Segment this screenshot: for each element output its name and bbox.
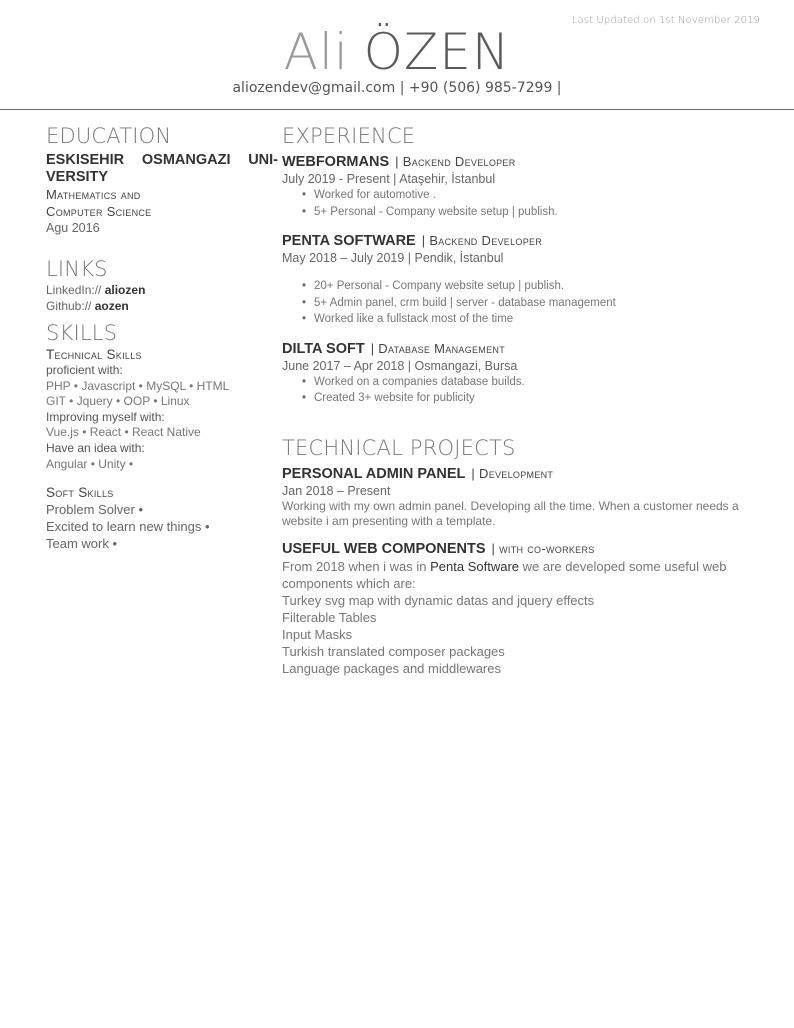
- job-company: PENTA SOFTWARE: [282, 233, 416, 249]
- job-bullet: • Worked on a companies database builds.: [302, 374, 752, 391]
- school-line-1: [46, 152, 278, 169]
- link-label: LinkedIn://: [46, 283, 102, 297]
- job-role: | Backend Developer: [421, 233, 543, 248]
- skill-label: Improving myself with:: [46, 409, 165, 424]
- contact-line[interactable]: aliozendev@gmail.com | +90 (506) 985-7299 |: [232, 80, 562, 96]
- last-name: ÖZEN: [363, 23, 511, 81]
- job-meta: May 2018 – July 2019 | Pendik, İstanbul: [282, 251, 504, 265]
- right-column: [282, 123, 752, 677]
- job-bullets: [302, 278, 752, 328]
- project-name: PERSONAL ADMIN PANEL: [282, 465, 466, 482]
- school-name: [46, 152, 278, 186]
- project-entry: [282, 465, 752, 530]
- job-entry: [282, 232, 752, 328]
- job-meta: June 2017 – Apr 2018 | Osmangazi, Bursa: [282, 358, 518, 373]
- link-linkedin[interactable]: [46, 282, 278, 298]
- degree-line-2: Computer Science: [46, 204, 152, 219]
- job-header: [282, 153, 752, 171]
- skills-section: [46, 320, 278, 552]
- project-tag: | Development: [471, 465, 554, 481]
- last-updated-text: Last Updated on 1st November 2019: [571, 15, 760, 26]
- job-meta: July 2019 - Present | Ataşehir, İstanbul: [282, 172, 496, 186]
- job-bullet: • Worked like a fullstack most of the time: [302, 311, 752, 328]
- job-role: | Backend Developer: [395, 154, 516, 169]
- soft-skill-item: Team work •: [46, 536, 118, 552]
- project-entry: [282, 540, 752, 677]
- skill-list: GIT • Jquery • OOP • Linux: [46, 394, 190, 409]
- spacer: [282, 266, 752, 278]
- job-entry: [282, 153, 752, 220]
- component-item: Language packages and middlewares: [282, 660, 501, 676]
- education-section: [46, 123, 278, 236]
- intro-text: From 2018 when i was in: [282, 558, 431, 574]
- job-company: DILTA SOFT: [282, 340, 365, 357]
- job-role: | Database Management: [370, 340, 506, 356]
- projects-heading: TECHNICAL PROJECTS: [282, 435, 516, 460]
- job-header: [282, 232, 752, 250]
- project-header: [282, 465, 752, 483]
- skills-heading: SKILLS: [46, 321, 118, 345]
- experience-section: [282, 123, 752, 407]
- component-item: Turkish translated composer packages: [282, 643, 505, 659]
- technical-skills-heading: Technical Skills: [46, 347, 142, 362]
- project-name: USEFUL WEB COMPONENTS: [282, 540, 486, 557]
- intro-text: we are developed some useful web components which are:: [282, 558, 727, 591]
- left-column: [46, 123, 278, 552]
- soft-skill-item: Excited to learn new things •: [46, 519, 210, 535]
- skill-list: Angular • Unity •: [46, 456, 134, 471]
- link-value[interactable]: aliozen: [104, 283, 146, 297]
- component-item: Turkey svg map with dynamic datas and jquery effects: [282, 592, 595, 608]
- education-date: Agu 2016: [46, 221, 100, 235]
- job-bullet: • 20+ Personal - Company website setup | publish.: [302, 278, 752, 295]
- soft-skills-heading: Soft Skills: [46, 485, 114, 501]
- project-date: Jan 2018 – Present: [282, 483, 391, 498]
- experience-heading: EXPERIENCE: [282, 124, 416, 148]
- projects-section: [282, 435, 752, 677]
- link-github[interactable]: [46, 298, 278, 314]
- education-heading: EDUCATION: [46, 124, 172, 148]
- job-header: [282, 340, 752, 358]
- job-company: WEBFORMANS: [282, 154, 390, 170]
- component-item: Filterable Tables: [282, 609, 377, 625]
- project-intro: [282, 558, 752, 592]
- school-word-2: OSMANGAZI: [141, 152, 231, 168]
- page-title: [0, 22, 794, 82]
- job-bullets: [302, 374, 752, 407]
- soft-skills: [46, 484, 278, 552]
- soft-skill-item: Problem Solver •: [46, 502, 144, 518]
- job-bullet: • 5+ Admin panel, crm build | server - database management: [302, 295, 752, 312]
- degree-line-1: Mathematics and: [46, 187, 141, 202]
- job-bullets: [302, 187, 752, 220]
- school-line-2: VERSITY: [46, 169, 109, 185]
- component-item: Input Masks: [282, 626, 353, 642]
- link-label: Github://: [46, 299, 92, 313]
- job-entry: [282, 340, 752, 407]
- skill-list: PHP • Javascript • MySQL • HTML: [46, 378, 230, 393]
- skill-list: Vue.js • React • React Native: [46, 425, 201, 440]
- skill-label: Have an idea with:: [46, 440, 145, 455]
- job-bullet: • Created 3+ website for publicity: [302, 390, 752, 407]
- project-header: [282, 540, 752, 558]
- links-section: [46, 256, 278, 314]
- project-tag: | with co-workers: [491, 540, 595, 556]
- school-word-1: ESKISEHIR: [46, 152, 125, 168]
- company-highlight: Penta Software: [430, 558, 520, 574]
- school-word-3: UNI-: [248, 152, 278, 168]
- job-bullet: • Worked for automotive .: [302, 187, 752, 204]
- links-heading: LINKS: [46, 257, 108, 281]
- first-name: Ali: [283, 23, 349, 81]
- job-bullet: • 5+ Personal - Company website setup | publish.: [302, 204, 752, 221]
- header-divider: [0, 109, 794, 110]
- project-description: Working with my own admin panel. Developing all the time. When a customer needs a website i am presenting with a template.: [282, 498, 739, 528]
- link-value[interactable]: aozen: [94, 299, 129, 313]
- skill-label: proficient with:: [46, 363, 123, 377]
